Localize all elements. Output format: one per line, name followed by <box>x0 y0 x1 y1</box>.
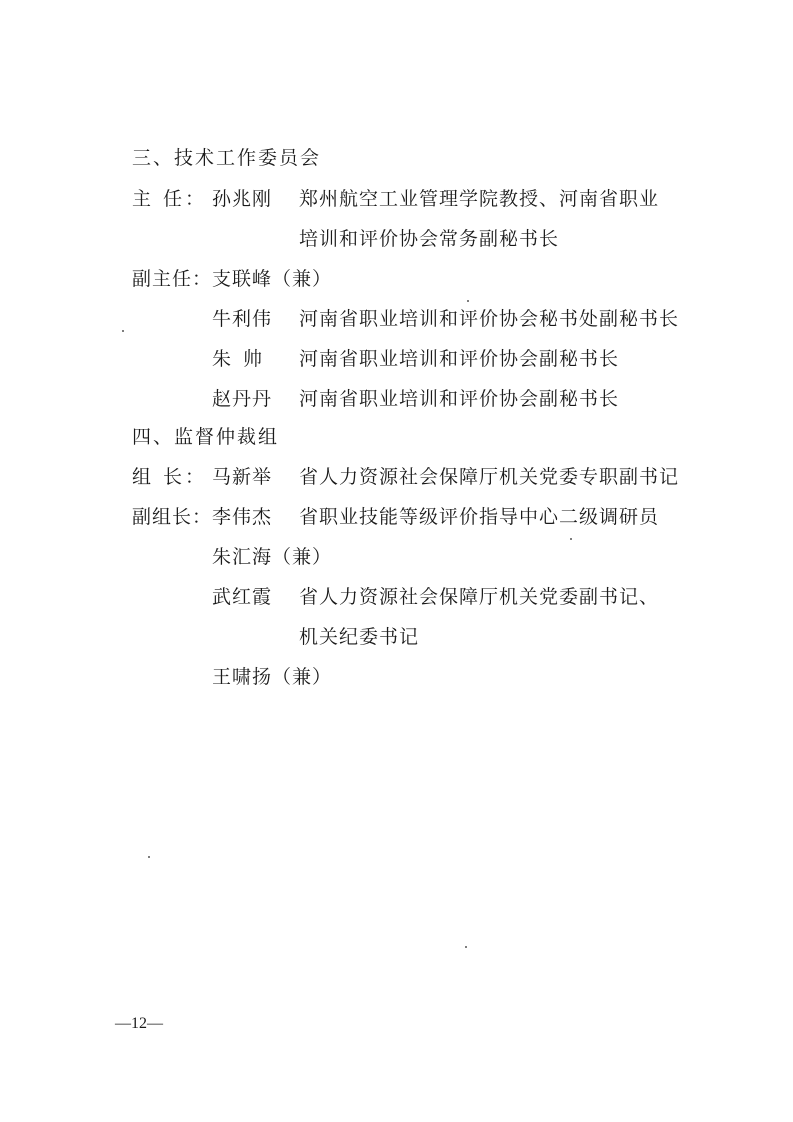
director-title-line2: 培训和评价协会常务副秘书长 <box>299 228 560 250</box>
deputy-leader-lead-name: 李伟杰 <box>212 506 273 528</box>
deputy-title: 河南省职业培训和评价协会副秘书长 <box>299 348 620 370</box>
deputy-leader-title-line1: 省人力资源社会保障厅机关党委副书记、 <box>299 586 660 608</box>
leader-title: 省人力资源社会保障厅机关党委专职副书记 <box>299 466 680 488</box>
section-heading-supervision-group: 四、监督仲裁组 <box>132 426 280 448</box>
deputy-name: 牛利伟 <box>212 308 273 330</box>
director-name: 孙兆刚 <box>212 188 273 210</box>
deputy-name: 朱 帅 <box>212 348 266 370</box>
deputy-title: 河南省职业培训和评价协会秘书处副秘书长 <box>299 308 680 330</box>
director-role-label: 主 任： <box>132 188 208 210</box>
scan-speck <box>570 538 572 540</box>
deputy-leader-name: 武红霞 <box>212 586 273 608</box>
deputy-director-role-label: 副主任： <box>132 268 213 290</box>
director-title-line1: 郑州航空工业管理学院教授、河南省职业 <box>299 188 660 210</box>
deputy-leader-title-line2: 机关纪委书记 <box>299 626 420 648</box>
scan-speck <box>148 856 150 858</box>
deputy-name: 赵丹丹 <box>212 388 273 410</box>
deputy-leader-role-label: 副组长： <box>132 506 213 528</box>
deputy-title: 河南省职业培训和评价协会副秘书长 <box>299 388 620 410</box>
scan-speck <box>467 300 469 302</box>
scan-speck <box>465 946 467 948</box>
scan-speck <box>122 330 124 332</box>
deputy-leader-name: 朱汇海（兼） <box>212 546 333 568</box>
deputy-leader-name: 王啸扬（兼） <box>212 666 333 688</box>
deputy-director-lead: 支联峰（兼） <box>212 268 333 290</box>
leader-role-label: 组 长： <box>132 466 208 488</box>
deputy-leader-lead-title: 省职业技能等级评价指导中心二级调研员 <box>299 506 660 528</box>
page-number: —12— <box>115 1015 163 1032</box>
section-heading-technical-committee: 三、技术工作委员会 <box>132 147 322 169</box>
leader-name: 马新举 <box>212 466 273 488</box>
